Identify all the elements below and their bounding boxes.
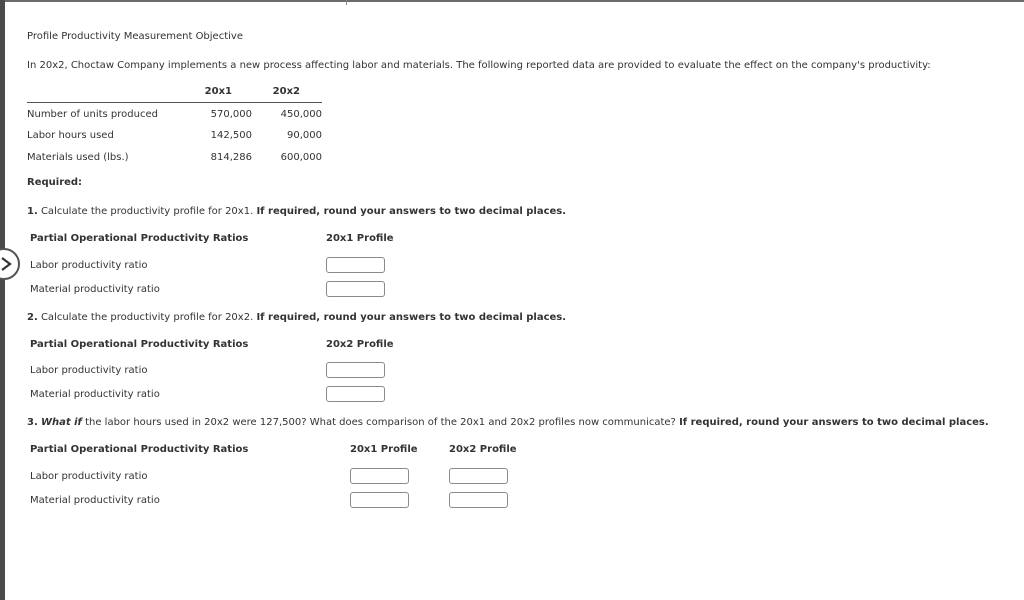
table-row-label: Materials used (lbs.) xyxy=(27,152,129,163)
table-cell: 814,286 xyxy=(210,152,252,163)
q2-profile-header: 20x2 Profile xyxy=(326,339,394,350)
table-cell: 142,500 xyxy=(210,130,252,141)
table-cell: 600,000 xyxy=(280,152,322,163)
top-border xyxy=(0,0,1024,2)
intro-text: In 20x2, Choctaw Company implements a new process affecting labor and materials. The following reported data are provided to evaluate the effect on the company's productivity: xyxy=(27,60,931,71)
question-1: 1. Calculate the productivity profile for 20x1. If required, round your answers to two decimal places. xyxy=(27,206,567,217)
q1-material-label: Material productivity ratio xyxy=(30,284,160,295)
next-question-button[interactable] xyxy=(0,248,20,280)
top-divider-notch xyxy=(346,0,347,5)
left-border xyxy=(0,0,5,600)
table-cell: 570,000 xyxy=(210,109,252,120)
table-row-label: Labor hours used xyxy=(27,130,114,141)
page-title: Profile Productivity Measurement Objective xyxy=(27,31,243,42)
q3-labor-input-20x2[interactable] xyxy=(449,468,508,484)
q3-material-label: Material productivity ratio xyxy=(30,495,160,506)
q3-labor-label: Labor productivity ratio xyxy=(30,471,148,482)
chevron-right-icon xyxy=(0,257,12,271)
table-row-label: Number of units produced xyxy=(27,109,158,120)
table-cell: 450,000 xyxy=(280,109,322,120)
q2-column-header: Partial Operational Productivity Ratios xyxy=(30,339,249,350)
q3-material-input-20x1[interactable] xyxy=(350,492,409,508)
q3-material-input-20x2[interactable] xyxy=(449,492,508,508)
q3-labor-input-20x1[interactable] xyxy=(350,468,409,484)
question-3: 3. What if the labor hours used in 20x2 were 127,500? What does comparison of the 20x1 and 20x2 profiles now communicate? If required, round your answers to two decimal places. xyxy=(27,417,989,428)
q1-column-header: Partial Operational Productivity Ratios xyxy=(30,233,249,244)
table-header-20x2: 20x2 xyxy=(272,86,300,97)
table-header-rule xyxy=(27,102,322,103)
q3-profile-header-20x2: 20x2 Profile xyxy=(449,444,517,455)
q2-labor-input[interactable] xyxy=(326,362,385,378)
q3-profile-header-20x1: 20x1 Profile xyxy=(350,444,418,455)
q1-labor-input[interactable] xyxy=(326,257,385,273)
question-2: 2. Calculate the productivity profile for 20x2. If required, round your answers to two decimal places. xyxy=(27,312,567,323)
required-label: Required: xyxy=(27,177,83,188)
q3-column-header: Partial Operational Productivity Ratios xyxy=(30,444,249,455)
q1-material-input[interactable] xyxy=(326,281,385,297)
q2-labor-label: Labor productivity ratio xyxy=(30,365,148,376)
q1-profile-header: 20x1 Profile xyxy=(326,233,394,244)
q2-material-label: Material productivity ratio xyxy=(30,389,160,400)
table-header-20x1: 20x1 xyxy=(204,86,232,97)
q1-labor-label: Labor productivity ratio xyxy=(30,260,148,271)
table-cell: 90,000 xyxy=(287,130,322,141)
q2-material-input[interactable] xyxy=(326,386,385,402)
